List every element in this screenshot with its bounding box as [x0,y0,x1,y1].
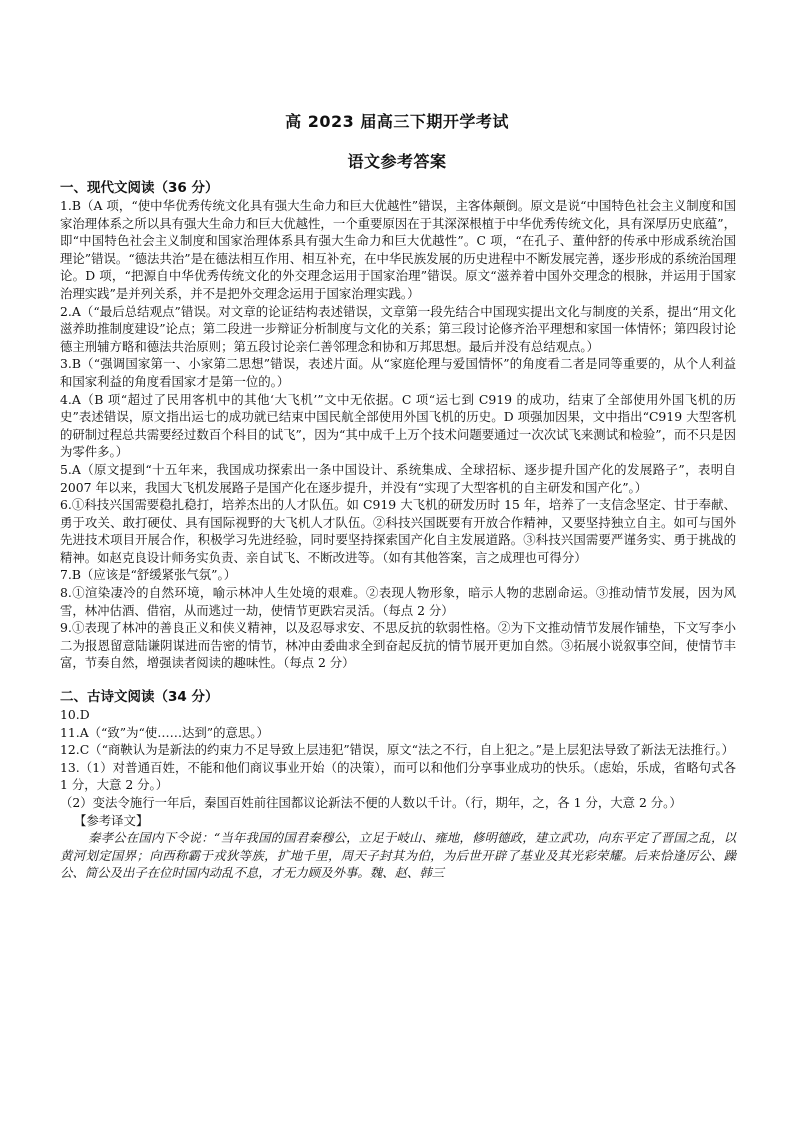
answer-item-9: 9.①表现了林冲的善良正义和侠义精神，以及忍辱求安、不思反抗的软弱性格。②为下文推动情节发展作铺垫，下文写李小二为报恩留意陆谦阴谋进而告密的情节，林冲由委曲求全到奋起反抗的情节展开更加自然。③拓展小说叙事空间，使情节丰富，节奏自然，增强读者阅读的趣味性。（每点 2 分） [60,620,736,671]
reference-translation-text: 秦孝公在国内下令说：“当年我国的国君秦穆公，立足于岐山、雍地，修明德政，建立武功，向东平定了晋国之乱，以黄河划定国界；向西称霸于戎狄等族，扩地千里，周天子封其为伯，为后世开辟了基业及其光彩荣耀。后来恰逢厉公、躁公、简公及出子在位时国内动乱不息，才无力顾及外事。魏、赵、韩三 [60,830,736,881]
document-subtitle: 语文参考答案 [347,152,447,171]
section-heading-modern-reading: 一、现代文阅读（36 分） [60,180,219,196]
answer-item-6: 6.①科技兴国需要稳扎稳打，培养杰出的人才队伍。如 C919 大飞机的研发历时 15 年，培养了一支信念坚定、甘于奉献、勇于攻关、敢打硬仗、具有国际视野的大飞机人才队伍。②科技兴国既要有开放合作精神，又要坚持独立自主。如可与国外先进技术项目开展合作，积极学习先进经验，同时要坚持探索国产化自主发展道路。③科技兴国需要严谨务实、勇于挑战的精神。如赵克良设计师务实负责、亲自试飞、不断改进等。（如有其他答案，言之成理也可得分） [60,497,736,565]
answer-item-4: 4.A（B 项“超过了民用客机中的其他‘大飞机’”文中无依据。C 项“运七到 C919 的成功，结束了全部使用外国飞机的历史”表述错误，原文指出运七的成功就已结束中国民航全部使用外国飞机的历史。D 项强加因果，文中指出“C919 大型客机的研制过程总共需要经过数百个科目的试飞”，因为“其中成千上万个技术问题要通过一次次试飞来测试和检验”，而不只是因为零件多。） [60,391,736,460]
answer-item-8: 8.①渲染凄冷的自然环境，喻示林冲人生处境的艰难。②表现人物形象，暗示人物的悲剧命运。③推动情节发展，因为风雪，林冲估酒、借宿，从而逃过一劫，使情节更跌宕灵活。（每点 2 分） [60,585,736,618]
answer-item-13-part2: （2）变法令施行一年后，秦国百姓前往国都议论新法不便的人数以千计。（行，期年，之，各 1 分，大意 2 分。） [60,795,682,810]
answer-item-1: 1.B（A 项，“使中华优秀传统文化具有强大生命力和巨大优越性”错误，主客体颠倒。原文是说“中国特色社会主义制度和国家治理体系之所以具有强大生命力和巨大优越性，一个重要原因在于其深深根植于中华优秀传统文化，具有深厚历史底蕴”，即“中国特色社会主义制度和国家治理体系具有强大生命力和巨大优越性”。C 项，“在孔子、董仲舒的传承中形成系统治国理论”错误。“德法共治”是在德法相互作用、相互补充，在中华民族发展的历史进程中不断发展完善，逐步形成的系统治国理论。D 项，“把源自中华优秀传统文化的外交理念运用于国家治理”错误。原文“滋养着中国外交理念的根脉，并运用于国家治理实践”是并列关系，并不是把外交理念运用于国家治理实践。） [60,198,736,301]
answer-item-3: 3.B（“强调国家第一、小家第二思想”错误，表述片面。从“家庭伦理与爱国情怀”的角度看二者是同等重要的，从个人利益和国家利益的角度看国家才是第一位的。） [60,356,736,389]
answer-item-13-part1: 13.（1）对普通百姓，不能和他们商议事业开始（的决策），而可以和他们分享事业成功的快乐。（虑始，乐成，省略句式各 1 分，大意 2 分。） [60,759,736,793]
answer-item-11: 11.A（“致”为“使……达到”的意思。） [60,724,269,740]
exam-title: 高 2023 届高三下期开学考试 [285,112,509,131]
answer-content [60,180,736,882]
answer-item-10: 10.D [60,707,90,723]
answer-item-7: 7.B（应该是“舒缓紧张气氛”。） [60,567,237,583]
answer-item-5: 5.A（原文提到“十五年来，我国成功探索出一条中国设计、系统集成、全球招标、逐步提升国产化的发展路子”，表明自 2007 年以来，我国大飞机发展路子是国产化在逐步提升，并没有“实现了大型客机的自主研发和国产化”。） [60,461,736,495]
section-heading-classical-reading: 二、古诗文阅读（34 分） [60,689,219,706]
reference-translation-label: 【参考译文】 [74,812,149,828]
answer-item-2: 2.A（“最后总结观点”错误。对文章的论证结构表述错误，文章第一段先结合中国现实提出文化与制度的关系，提出“用文化滋养助推制度建设”论点；第二段进一步辩证分析制度与文化的关系；第三段讨论修齐治平理想和家国一体情怀；第四段讨论德主刑辅方略和德法共治原则；第五段讨论亲仁善邻理念和协和万邦思想。最后并没有总结观点。） [60,303,736,354]
answer-item-12: 12.C（“商鞅认为是新法的约束力不足导致上层违犯”错误，原文“法之不行，自上犯之。”是上层犯法导致了新法无法推行。） [60,742,735,758]
